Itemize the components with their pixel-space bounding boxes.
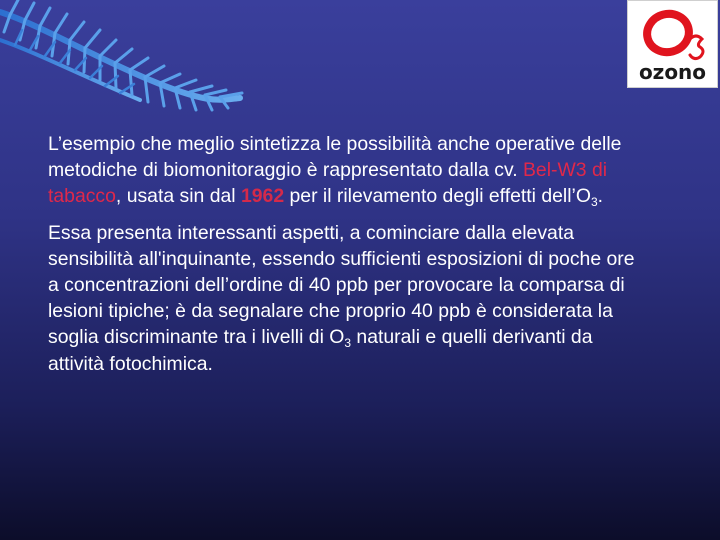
paragraph-2-text: naturali e quelli derivanti da attività fotochimica. (48, 326, 593, 375)
paragraph-1-text: per il rilevamento degli effetti dell’O (284, 185, 591, 208)
paragraph-1-text: L’esempio che meglio sintetizza le possibilità anche operative delle metodiche di biomonitoraggio è rappresentato dalla cv. (48, 133, 622, 182)
slide-body (48, 131, 648, 377)
subscript-3: 3 (590, 195, 598, 210)
highlight-cultivar: Bel-W3 di tabacco (48, 159, 608, 208)
paragraph-1 (48, 131, 648, 210)
highlight-year: 1962 (240, 185, 285, 208)
ozone-logo (627, 0, 718, 88)
paragraph-1-text: . (597, 185, 604, 208)
logo-word: ozono (638, 60, 707, 84)
paragraph-1-text: , usata sin dal (115, 185, 241, 208)
subscript-3: 3 (344, 336, 352, 351)
fern-decoration-icon (0, 0, 250, 125)
paragraph-2 (48, 220, 648, 377)
paragraph-2-text: Essa presenta interessanti aspetti, a cominciare dalla elevata sensibilità all'inquinante, essendo sufficienti esposizioni di poche ore a concentrazioni dell’ordine di 40 ppb per provocare la comparsa di lesioni tipiche; è da segnalare che proprio 40 ppb è considerata la soglia discriminante tra i livelli di O (48, 221, 635, 349)
